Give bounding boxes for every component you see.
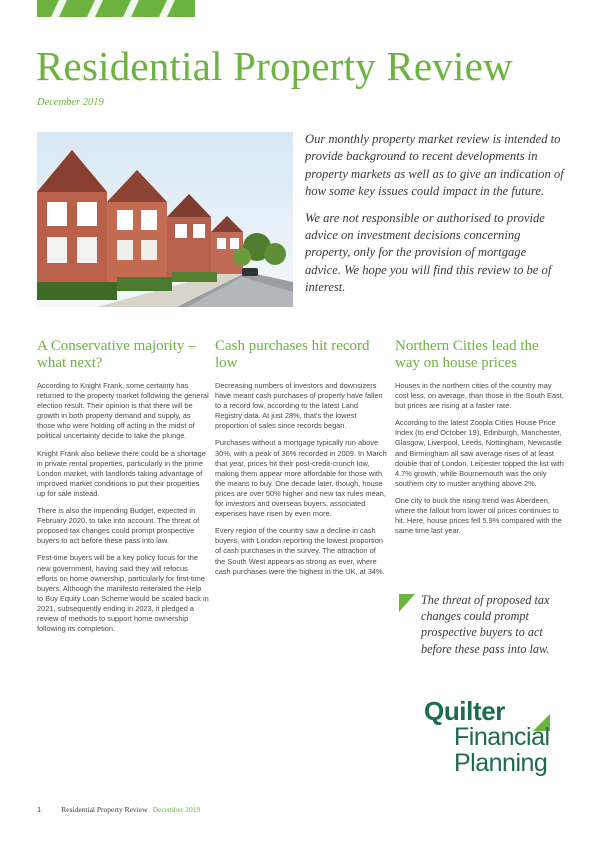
article-paragraph: One city to buck the rising trend was Aberdeen, where the fallout from lower oil prices continues to hit. Here, house prices fell 5.9% compared with the same time last year. [395,495,562,536]
page-footer [37,805,200,814]
quilter-logo [424,698,550,776]
article-conservative-majority [37,338,209,641]
article-cash-purchases [215,338,387,584]
article-paragraph: Decreasing numbers of investors and downsizers have meant cash purchases of property have fallen to a record low, according to the latest Land Registry data. At just 28%, that's the lowest proportion of sales since records began. [215,381,383,431]
article-paragraph: According to Knight Frank, some certainty has returned to the property market following the general election result. Their opinion is that there will be growth in both property demand and supply, as those who were holding off acting in the midst of political uncertainty decide to take the plunge. [37,381,209,441]
intro-text [305,131,565,306]
logo-line: Financial [454,723,550,751]
article-heading: Northern Cities lead the way on house prices [395,338,539,371]
house-street-photo [37,132,293,307]
article-paragraph: First-time buyers will be a key policy focus for the new government, having said they will refocus efforts on home ownership, particularly for first-time buyers. Although the manifesto reiterated the Help to Buy Equity Loan Scheme would be scaled back in 2021, subsequently ending in 2023, it pledged a review of methods to support home ownership following its completion. [37,553,209,634]
page-title: Residential Property Review [36,43,513,89]
article-heading: Cash purchases hit record low [215,338,370,371]
article-paragraph: Knight Frank also believe there could be a shortage in private rental properties, particularly in the prime London market, with landlords taking advantage of improved market conditions to put their properties up for sale instead. [37,448,206,498]
intro-paragraph: Our monthly property market review is intended to provide background to recent developments in property markets as well as to give an indication of how some key issues could impact in the future. [305,132,564,199]
quote-mark-icon [397,592,417,619]
footer-date: December 2019 [152,805,201,814]
article-northern-cities [395,338,567,543]
footer-title: Residential Property Review [61,805,148,814]
article-paragraph: According to the latest Zoopla Cities House Price Index (to end October 19), Edinburgh, Manchester, Glasgow, Liverpool, Leeds, Nottingham, Newcastle and Birmingham all saw average rises of at least double that of London. Leicester topped the list with 4.7% growth, while Bournemouth was the only southern city to muster anything above 2%. [395,418,564,488]
article-heading: A Conservative majority – what next? [37,338,196,371]
article-paragraph: There is also the impending Budget, expected in February 2020, to take into account. The threat of proposed tax changes could prompt prospective buyers to act before these pass into law. [37,506,200,546]
pull-quote: The threat of proposed tax changes could prompt prospective buyers to act before these pass into law. [421,593,550,656]
article-paragraph: Every region of the country saw a decline in cash buyers, with London reporting the lowest proportion of cash purchases in the survey. The attraction of the South West appears as strong as ever, where cash purchases were the highest in the UK, at 34%. [215,526,385,576]
top-chevron-band [37,0,195,17]
article-paragraph: Purchases without a mortgage typically run above 30%, with a peak of 36% recorded in 2009. In March that year, prices hit their post-credit-crunch low, making them appear more affordable for those with the means to buy. One decade later, though, house prices are over 50% higher and new tax rules mean, for investors and overseas buyers, associated expenses have risen by even more. [215,438,387,519]
logo-line: Planning [454,749,548,777]
issue-date: December 2019 [37,97,104,108]
logo-line: Quilter [424,696,505,726]
intro-paragraph: We are not responsible or authorised to provide advice on investment decisions concerning property, only for the provision of mortgage advice. We hope you will find this review to be of interest. [305,210,552,295]
article-paragraph: Houses in the northern cities of the country may cost less, on average, than those in the South East, but prices are rising at a faster rate. [395,381,564,411]
page-number: 1 [37,805,42,814]
